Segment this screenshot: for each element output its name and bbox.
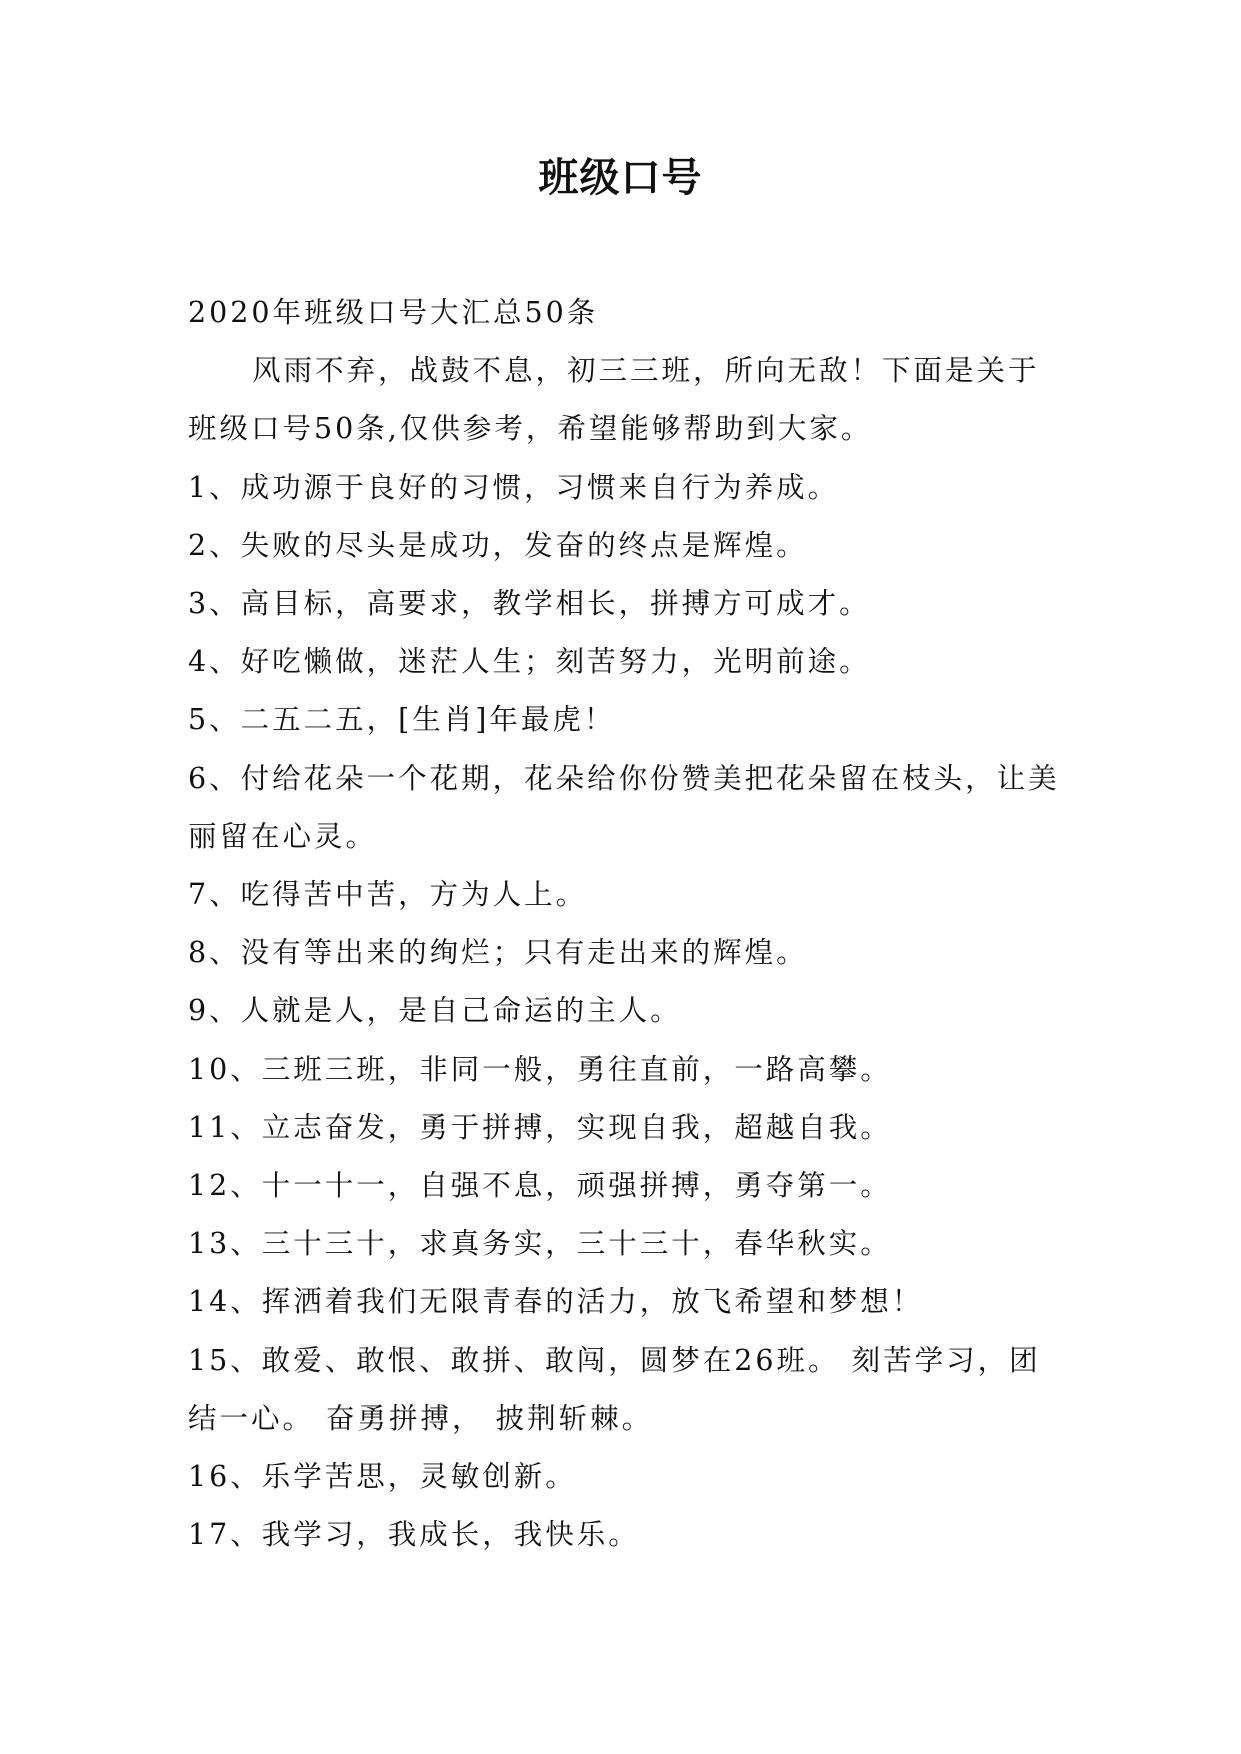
slogan-item: 9、人就是人，是自己命运的主人。 (188, 994, 682, 1028)
slogan-item: 10、三班三班，非同一般，勇往直前，一路高攀。 (188, 1052, 892, 1086)
intro-paragraph: 风雨不弃，战鼓不息，初三三班，所向无敌！下面是关于班级口号50条,仅供参考，希望能够帮助到大家。 (188, 354, 1040, 446)
slogan-item: 7、吃得苦中苦，方为人上。 (188, 878, 588, 912)
slogan-item: 14、挥洒着我们无限青春的活力，放飞希望和梦想！ (188, 1285, 924, 1319)
slogan-item: 4、好吃懒做，迷茫人生；刻苦努力，光明前途。 (188, 645, 871, 679)
slogan-item: 3、高目标，高要求，教学相长，拼搏方可成才。 (188, 587, 871, 621)
slogan-item: 1、成功源于良好的习惯，习惯来自行为养成。 (188, 470, 840, 504)
document-subtitle: 2020年班级口号大汇总50条 (188, 296, 599, 329)
slogan-item: 2、失败的尽头是成功，发奋的终点是辉煌。 (188, 528, 808, 562)
slogan-item: 15、敢爱、敢恨、敢拼、敢闯，圆梦在26班。 刻苦学习，团结一心。 奋勇拼搏， 披荆斩棘。 (188, 1343, 1041, 1435)
slogan-item: 5、二五二五，[生肖]年最虎！ (188, 703, 616, 737)
slogan-item: 6、付给花朵一个花期，花朵给你份赞美把花朵留在枝头，让美丽留在心灵。 (188, 761, 1060, 853)
slogan-item: 13、三十三十，求真务实，三十三十，春华秋实。 (188, 1227, 892, 1261)
document-body (188, 284, 1068, 1564)
slogan-item: 16、乐学苦思，灵敏创新。 (188, 1460, 577, 1494)
slogan-item: 17、我学习，我成长，我快乐。 (188, 1518, 640, 1552)
slogan-item: 11、立志奋发，勇于拼搏，实现自我，超越自我。 (188, 1110, 892, 1144)
document-title: 班级口号 (538, 155, 703, 201)
slogan-item: 12、十一十一，自强不息，顽强拼搏，勇夺第一。 (188, 1169, 892, 1203)
slogan-item: 8、没有等出来的绚烂；只有走出来的辉煌。 (188, 936, 808, 970)
